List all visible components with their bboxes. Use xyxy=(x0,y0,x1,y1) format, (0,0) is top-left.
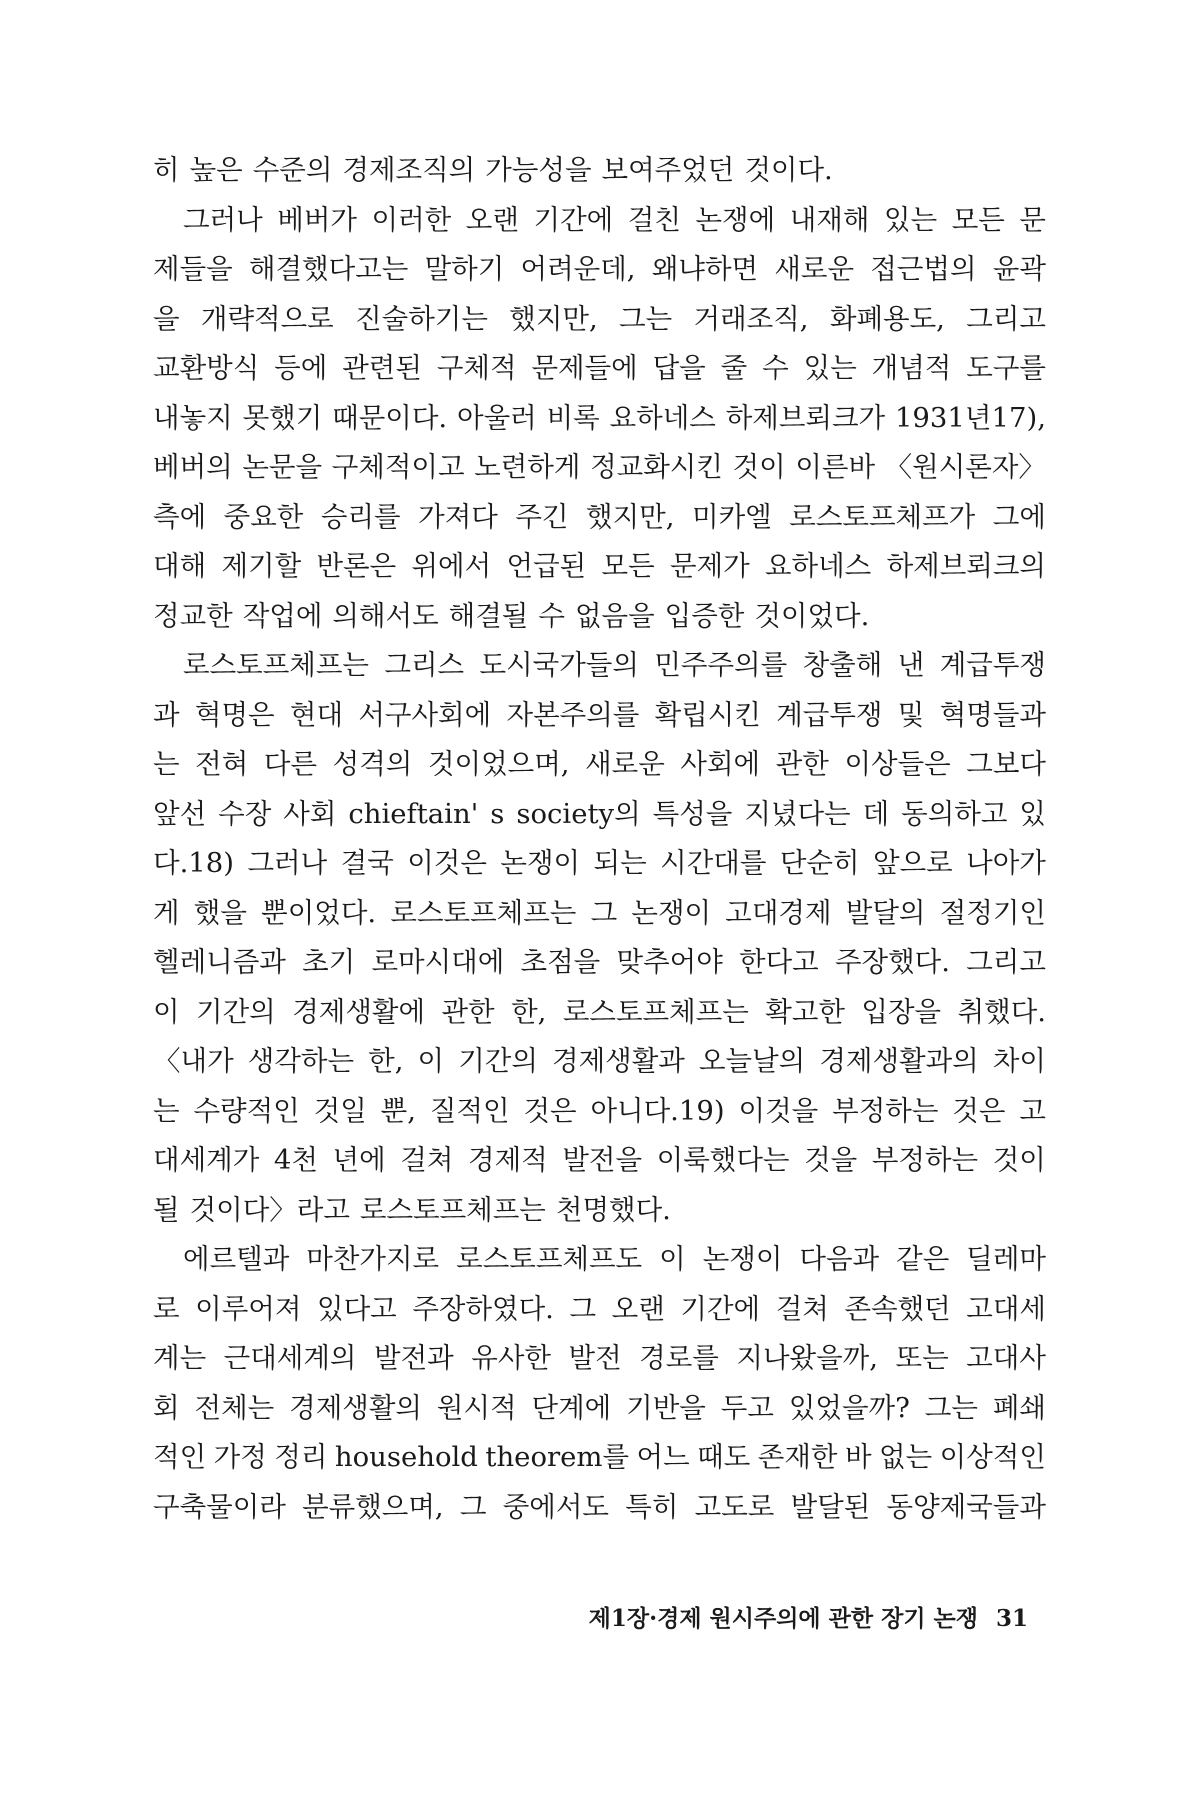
text-line: 로스토프체프는 그리스 도시국가들의 민주주의를 창출해 낸 계급투쟁 xyxy=(183,649,1046,681)
text-line: 히 높은 수준의 경제조직의 가능성을 보여주었던 것이다. xyxy=(153,154,833,186)
text-line: 에르텔과 마찬가지로 로스토프체프도 이 논쟁이 다음과 같은 딜레마 xyxy=(183,1243,1046,1275)
text-line: 계는 근대세계의 발전과 유사한 발전 경로를 지나왔을까, 또는 고대사 xyxy=(153,1342,1046,1374)
text-line: 앞선 수장 사회 chieftain' s society의 특성을 지녔다는 데 동의하고 있 xyxy=(153,797,1046,830)
text-line: 과 혁명은 현대 서구사회에 자본주의를 확립시킨 계급투쟁 및 혁명들과 xyxy=(153,698,1046,731)
text-line: 는 수량적인 것일 뿐, 질적인 것은 아니다.19) 이것을 부정하는 것은 고 xyxy=(153,1094,1046,1127)
text-line: 교환방식 등에 관련된 구체적 문제들에 답을 줄 수 있는 개념적 도구를 xyxy=(153,352,1046,384)
text-line: 될 것이다〉라고 로스토프체프는 천명했다. xyxy=(153,1193,671,1226)
text-line: 헬레니즘과 초기 로마시대에 초점을 맞추어야 한다고 주장했다. 그리고 xyxy=(153,946,1046,978)
text-line: 구축물이라 분류했으며, 그 중에서도 특히 고도로 발달된 동양제국들과 xyxy=(153,1490,1046,1523)
text-line: 〈내가 생각하는 한, 이 기간의 경제생활과 오늘날의 경제생활과의 차이 xyxy=(153,1045,1046,1077)
text-line: 회 전체는 경제생활의 원시적 단계에 기반을 두고 있었을까? 그는 폐쇄 xyxy=(153,1391,1046,1424)
body-text xyxy=(153,146,1046,1532)
page-number: 31 xyxy=(995,1605,1028,1632)
running-footer-title: 제1장·경제 원시주의에 관한 장기 논쟁 xyxy=(588,1605,978,1632)
text-line: 제들을 해결했다고는 말하기 어려운데, 왜냐하면 새로운 접근법의 윤곽 xyxy=(153,253,1046,285)
text-line: 그러나 베버가 이러한 오랜 기간에 걸친 논쟁에 내재해 있는 모든 문 xyxy=(183,203,1046,236)
text-line: 는 전혀 다른 성격의 것이었으며, 새로운 사회에 관한 이상들은 그보다 xyxy=(153,748,1046,780)
text-line: 내놓지 못했기 때문이다. 아울러 비록 요하네스 하제브뢰크가 1931년17), xyxy=(153,401,1046,434)
text-line: 을 개략적으로 진술하기는 했지만, 그는 거래조직, 화폐용도, 그리고 xyxy=(153,302,1046,335)
text-line: 로 이루어져 있다고 주장하였다. 그 오랜 기간에 걸쳐 존속했던 고대세 xyxy=(153,1292,1046,1325)
text-line: 이 기간의 경제생활에 관한 한, 로스토프체프는 확고한 입장을 취했다. xyxy=(153,995,1046,1028)
text-line: 베버의 논문을 구체적이고 노련하게 정교화시킨 것이 이른바 〈원시론자〉 xyxy=(153,451,1046,483)
text-line: 대해 제기할 반론은 위에서 언급된 모든 문제가 요하네스 하제브뢰크의 xyxy=(153,550,1046,582)
page-footer xyxy=(0,1600,1028,1633)
text-line: 정교한 작업에 의해서도 해결될 수 없음을 입증한 것이었다. xyxy=(153,599,870,632)
text-line: 다.18) 그러나 결국 이것은 논쟁이 되는 시간대를 단순히 앞으로 나아가 xyxy=(153,847,1046,879)
text-line: 대세계가 4천 년에 걸쳐 경제적 발전을 이룩했다는 것을 부정하는 것이 xyxy=(153,1144,1046,1176)
text-line: 게 했을 뿐이었다. 로스토프체프는 그 논쟁이 고대경제 발달의 절정기인 xyxy=(153,896,1046,929)
text-line: 측에 중요한 승리를 가져다 주긴 했지만, 미카엘 로스토프체프가 그에 xyxy=(153,500,1046,533)
text-line: 적인 가정 정리 household theorem를 어느 때도 존재한 바 없는 이상적인 xyxy=(153,1441,1046,1473)
